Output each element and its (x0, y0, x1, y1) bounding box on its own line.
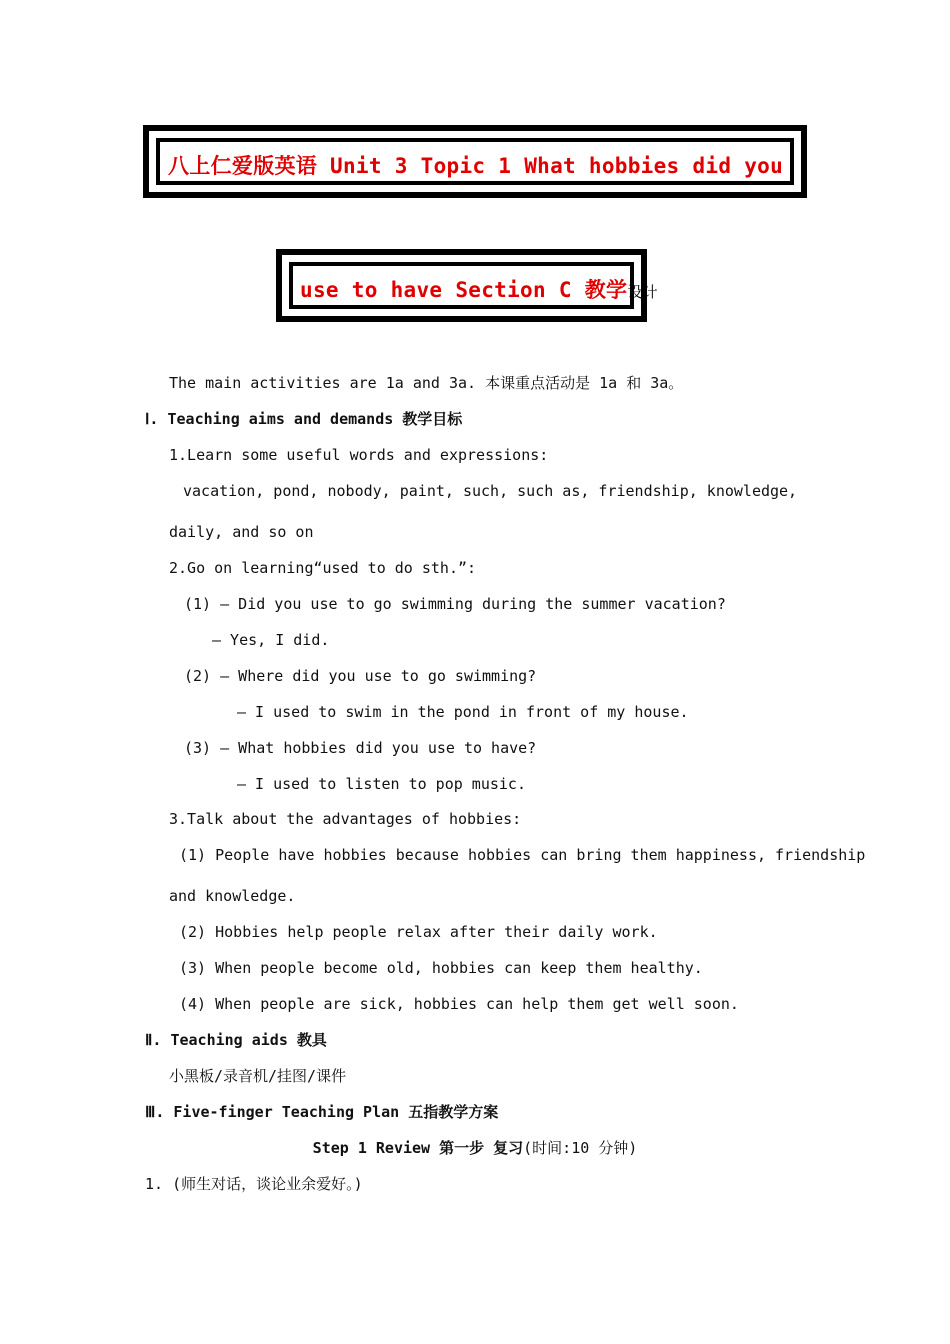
aim-3: 3.Talk about the advantages of hobbies: (169, 810, 522, 828)
title-line-2-main: use to have Section C 教学 (300, 278, 628, 302)
dialog-3-answer: — I used to listen to pop music. (237, 775, 526, 793)
vocab-line-2: daily, and so on (169, 523, 314, 541)
aim-1: 1.Learn some useful words and expressions: (169, 446, 549, 464)
step-1-title: Step 1 Review 第一步 复习 (312, 1139, 524, 1157)
advantage-4: (4) When people are sick, hobbies can help them get well soon. (179, 995, 739, 1013)
step-1-item-1: 1. (师生对话，谈论业余爱好。) (145, 1175, 363, 1193)
section-2-heading: Ⅱ. Teaching aids 教具 (145, 1031, 327, 1049)
step-1-time: (时间:10 分钟) (523, 1139, 638, 1157)
advantage-2: (2) Hobbies help people relax after their daily work. (179, 923, 658, 941)
teaching-aids-list: 小黑板/录音机/挂图/课件 (169, 1067, 347, 1085)
dialog-2-answer: — I used to swim in the pond in front of my house. (237, 703, 689, 721)
dialog-1-question: (1) — Did you use to go swimming during the summer vacation? (184, 595, 726, 613)
title-line-1: 八上仁爱版英语 Unit 3 Topic 1 What hobbies did you (168, 154, 784, 178)
section-3-heading: Ⅲ. Five-finger Teaching Plan 五指教学方案 (145, 1103, 499, 1121)
title-line-2-small: 设计 (627, 283, 658, 301)
dialog-3-question: (3) — What hobbies did you use to have? (184, 739, 537, 757)
advantage-1-line-1: (1) People have hobbies because hobbies can bring them happiness, friendship (179, 846, 866, 864)
title-line-2 (300, 274, 658, 304)
dialog-2-question: (2) — Where did you use to go swimming? (184, 667, 537, 685)
step-1-heading (0, 1138, 950, 1158)
aim-2: 2.Go on learning“used to do sth.”: (169, 559, 477, 577)
advantage-3: (3) When people become old, hobbies can keep them healthy. (179, 959, 703, 977)
section-1-heading: Ⅰ. Teaching aims and demands 教学目标 (145, 410, 463, 428)
intro-line: The main activities are 1a and 3a. 本课重点活动是 1a 和 3a。 (169, 374, 684, 392)
advantage-1-line-2: and knowledge. (169, 887, 296, 905)
dialog-1-answer: — Yes, I did. (212, 631, 330, 649)
vocab-line-1: vacation, pond, nobody, paint, such, such as, friendship, knowledge, (183, 482, 798, 500)
